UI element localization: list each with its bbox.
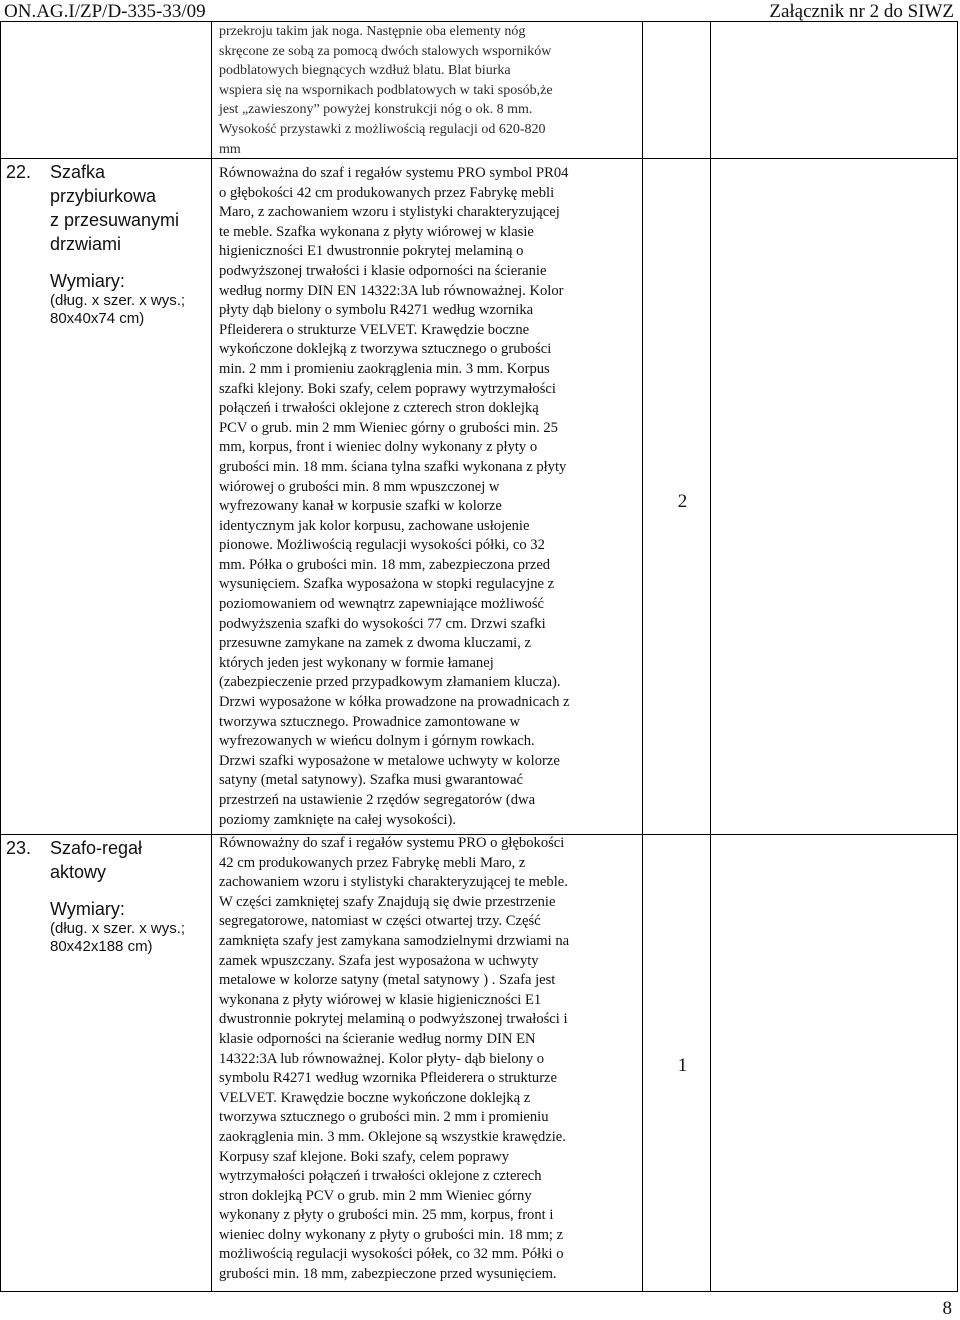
document-reference: ON.AG.I/ZP/D-335-33/09	[4, 1, 206, 22]
text-line: stron doklejką PCV o grub. min 2 mm Wieniec górny	[219, 1187, 532, 1204]
text-line: aktowy	[50, 862, 107, 882]
text-line: Równoważna do szaf i regałów systemu PRO symbol PR04	[219, 165, 569, 181]
text-line: dwustronnie pokrytej melaminą o podwyższonej trwałości i	[219, 1011, 568, 1028]
text-line: wiórowej o grubości min. 8 mm wpuszczonej w	[219, 478, 500, 495]
item-22-quantity: 2	[677, 491, 688, 512]
text-line: o głębokości 42 cm produkowanych przez Fabrykę mebli	[219, 184, 555, 201]
text-line: połączeń i trwałości oklejone z czterech stron doklejką	[219, 400, 539, 417]
column-divider	[211, 21, 212, 1292]
text-line: szafki klejony. Boki szafy, celem poprawy wytrzymałości	[219, 380, 556, 397]
text-line: tworzywa sztucznego. Prowadnice zamontowane w	[219, 713, 521, 730]
text-line: min. 2 mm i promieniu zaokrąglenia min. 3 mm. Korpus	[219, 360, 550, 377]
text-line: identycznym jak kolor korpusu, zachowane usłojenie	[219, 517, 530, 534]
text-line: wysunięciem. Szafka wyposażona w stopki regulacyjne z	[219, 576, 555, 593]
dimensions-label: Wymiary:	[50, 271, 125, 291]
text-line: podwyższonej trwałości i klasie odporności na ścieranie	[219, 262, 547, 279]
text-line: 42 cm produkowanych przez Fabrykę mebli Maro, z	[219, 854, 526, 871]
text-line: satyny (metal satynowy). Szafka musi gwarantować	[219, 772, 523, 789]
text-line: Wysokość przystawki z możliwością regulacji od 620-820	[219, 121, 546, 137]
item-23-quantity: 1	[677, 1055, 688, 1076]
text-line: drzwiami	[50, 234, 122, 254]
text-line: (dług. x szer. x wys.;	[50, 292, 186, 309]
text-line: wieniec dolny wykonany z płyty o grubości min. 18 mm; z	[219, 1226, 564, 1243]
text-line: z przesuwanymi	[50, 210, 180, 230]
text-line: Drzwi szafki wyposażone w metalowe uchwyty w kolorze	[219, 752, 560, 769]
text-line: płyty dąb bielony o symbolu R4271 według wzornika	[219, 302, 534, 319]
continued-description	[219, 22, 636, 159]
text-line: według normy DIN EN 14322:3A lub równoważnej. Kolor	[219, 282, 564, 299]
text-line: wykonana z płyty wiórowej w klasie higieniczności E1	[219, 991, 542, 1008]
text-line: podwyższenia szafki do wysokości 77 cm. Drzwi szafki	[219, 615, 546, 632]
text-line: poziomy zamknięte na całej wysokości).	[219, 811, 457, 828]
item-number: 22.	[6, 162, 32, 182]
text-line: higieniczności E1 dwustronnie pokrytej melaminą o	[219, 243, 524, 260]
text-line: wyfrezowanych w wieńcu dolnym i górnym rowkach.	[219, 733, 535, 750]
text-line: przekroju takim jak noga. Następnie oba elementy nóg	[219, 24, 526, 39]
text-line: pionowe. Możliwością regulacji wysokości półki, co 32	[219, 537, 545, 554]
text-line: przestrzeń na ustawienie 2 rzędów segregatorów (dwa	[219, 792, 536, 808]
text-line: 80x40x74 cm)	[50, 310, 145, 327]
text-line: mm	[219, 141, 241, 157]
text-line: tworzywa sztucznego o grubości min. 2 mm i promieniu	[219, 1109, 549, 1126]
text-line: wykończone doklejką z tworzywa sztucznego o grubości	[219, 341, 552, 358]
text-line: skręcone ze sobą za pomocą dwóch stalowych wsporników	[219, 43, 552, 59]
text-line: zachowaniem wzoru i stylistyki charakteryzującej te meble.	[219, 874, 568, 891]
text-line: grubości min. 18 mm. ściana tylna szafki wykonana z płyty	[219, 458, 567, 475]
dimensions-label: Wymiary:	[50, 899, 125, 919]
text-line: Pfleiderera o strukturze VELVET. Krawędzie boczne	[219, 321, 530, 338]
text-line: poziomowaniem od wewnątrz zapewniające możliwość	[219, 596, 544, 613]
text-line: klasie odporności na ścieranie według normy DIN EN	[219, 1030, 536, 1047]
text-line: wyfrezowany kanał w korpusie szafki w kolorze	[219, 498, 502, 515]
column-divider	[710, 21, 711, 1292]
text-line: Drzwi wyposażone w kółka prowadzone na prowadnicach z	[219, 694, 570, 711]
text-line: 14322:3A lub równoważnej. Kolor płyty- dąb bielony o	[219, 1050, 545, 1067]
page-number: 8	[942, 1298, 952, 1319]
item-23-description	[219, 834, 636, 1285]
text-line: Szafka	[50, 162, 106, 182]
text-line: symbolu R4271 według wzornika Pfleiderera o strukturze	[219, 1070, 558, 1087]
text-line: zamknięta szafy jest zamykana samodzielnymi drzwiami na	[219, 932, 570, 949]
text-line: grubości min. 18 mm, zabezpieczone przed wysunięciem.	[219, 1266, 557, 1283]
text-line: zamek wpuszczany. Szafa jest wyposażona w uchwyty	[219, 952, 539, 969]
text-line: jest „zawieszony” powyżej konstrukcji nóg o ok. 8 mm.	[219, 102, 533, 118]
text-line: mm. Półka o grubości min. 18 mm, zabezpieczona przed	[219, 556, 551, 573]
text-line: (zabezpieczenie przed przypadkowym złamaniem klucza).	[219, 674, 561, 691]
text-line: W części zamkniętej szafy Znajdują się dwie przestrzenie	[219, 893, 556, 910]
text-line: wytrzymałości połączeń i trwałości oklejone z czterech	[219, 1168, 542, 1185]
dimensions-value	[50, 920, 206, 956]
text-line: Równoważny do szaf i regałów systemu PRO o głębokości	[219, 835, 565, 851]
item-22-description	[219, 164, 636, 830]
text-line: zaokrąglenia min. 3 mm. Oklejone są wszystkie krawędzie.	[219, 1128, 566, 1145]
column-divider	[642, 21, 643, 1292]
text-line: Korpusy szaf klejone. Boki szafy, celem poprawy	[219, 1148, 510, 1165]
text-line: 80x42x188 cm)	[50, 938, 153, 955]
text-line: PCV o grub. min 2 mm Wieniec górny o grubości min. 25	[219, 419, 558, 436]
text-line: wspiera się na wspornikach podblatowych w taki sposób,że	[219, 82, 553, 98]
text-line: Szafo-regał	[50, 838, 143, 858]
annex-label: Załącznik nr 2 do SIWZ	[769, 1, 954, 22]
text-line: (dług. x szer. x wys.;	[50, 920, 186, 937]
item-23-label	[6, 836, 206, 956]
text-line: podblatowych biegnących wzdłuż blatu. Blat biurka	[219, 63, 511, 79]
text-line: segregatorowe, natomiast w części otwartej trzy. Część	[219, 913, 541, 930]
text-line: VELVET. Krawędzie boczne wykończone doklejką z	[219, 1089, 531, 1106]
text-line: metalowe w kolorze satyny (metal satynowy ) . Szafa jest	[219, 972, 556, 989]
item-name	[50, 160, 206, 256]
text-line: Maro, z zachowaniem wzoru i stylistyki charakteryzującej	[219, 204, 560, 221]
text-line: przesuwne zamykane na zamek z dwoma kluczami, z	[219, 635, 531, 652]
item-name	[50, 836, 206, 884]
item-22-label	[6, 160, 206, 328]
text-line: możliwością regulacji wysokości półek, co 32 mm. Półki o	[219, 1246, 564, 1263]
text-line: mm, korpus, front i wieniec dolny wykonany z płyty o	[219, 439, 538, 456]
item-number: 23.	[6, 838, 32, 858]
text-line: których jeden jest wykonany w formie łamanej	[219, 654, 494, 671]
text-line: przybiurkowa	[50, 186, 157, 206]
text-line: te meble. Szafka wykonana z płyty wiórowej w klasie	[219, 223, 534, 240]
text-line: wykonany z płyty o grubości min. 25 mm, korpus, front i	[219, 1207, 554, 1224]
dimensions-value	[50, 292, 206, 328]
